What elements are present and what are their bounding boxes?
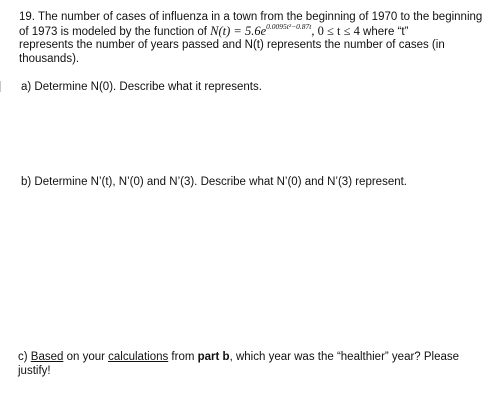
part-a-question: a) Determine N(0). Describe what it represents.	[21, 81, 262, 93]
function-lhs: N(t) = 5.6e	[210, 24, 267, 38]
problem-line-3: represents the number of years passed and N(t) represents the number of cases (in	[19, 39, 445, 51]
part-b-reference: part b	[197, 351, 230, 363]
calculations-word: calculations	[108, 351, 169, 363]
based-word: Based	[30, 351, 64, 363]
problem-line-2-end: where “t”	[359, 26, 409, 38]
part-c-prefix: c)	[18, 351, 31, 363]
problem-line-4: thousands).	[19, 53, 80, 65]
influenza-function	[210, 24, 360, 38]
part-c-line-2: justify!	[18, 365, 51, 377]
part-b-question: b) Determine N’(t), N’(0) and N’(3). Describe what N’(0) and N’(3) represent.	[21, 176, 408, 188]
page-edge-mark	[0, 81, 1, 92]
part-c-line-1-end: , which year was the “healthier” year? Please	[229, 351, 460, 363]
function-domain: , 0 ≤ t ≤ 4	[311, 24, 360, 38]
part-c-mid-2: from	[168, 351, 198, 363]
problem-line-1: 19. The number of cases of influenza in a town from the beginning of 1970 to the beginning	[19, 11, 483, 23]
part-c-mid-1: on your	[63, 351, 109, 363]
part-c-line-1	[18, 350, 459, 364]
problem-line-2	[19, 24, 408, 39]
function-exponent: 0.0095t²−0.87t	[266, 22, 312, 31]
problem-line-2-start: of 1973 is modeled by the function of	[19, 26, 211, 38]
